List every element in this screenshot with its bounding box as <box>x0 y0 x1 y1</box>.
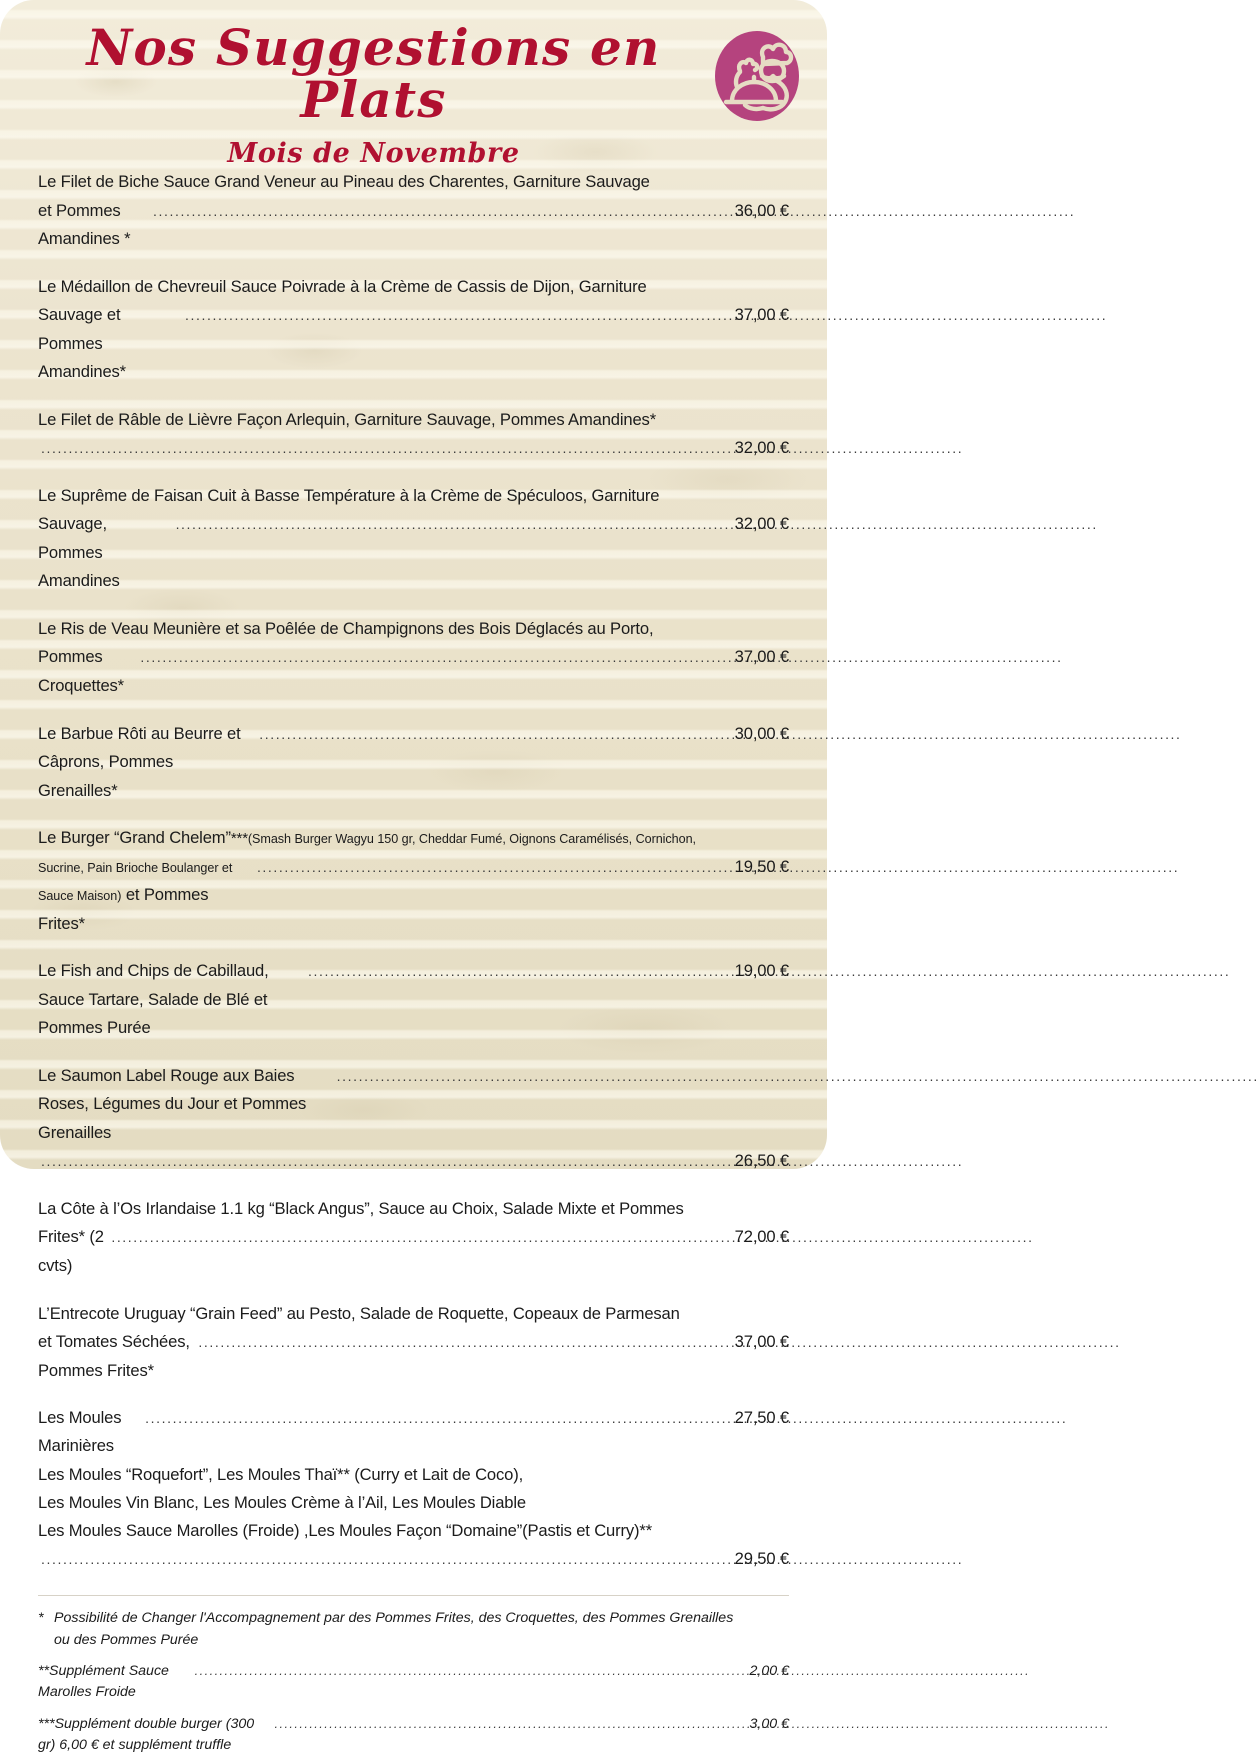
menu-item <box>38 720 789 806</box>
menu-item-line: et Pommes Amandines * <box>38 200 131 249</box>
menu-item <box>38 482 789 596</box>
menu-item-line: Le Filet de Râble de Lièvre Façon Arlequin, Garniture Sauvage, Pommes Amandines* <box>38 409 656 429</box>
menu-item-moules <box>38 1404 789 1573</box>
leader-dots <box>145 1407 732 1431</box>
footnote-price-row <box>38 1661 789 1704</box>
menu-item-price: 37,00 € <box>734 305 789 325</box>
footnote-line: Possibilité de Changer l'Accompagnement par des Pommes Frites, des Croquettes, des Pommes Grenailles <box>54 1610 734 1627</box>
leader-dots <box>259 722 731 746</box>
menu-item <box>38 168 789 254</box>
menu-item-price-row <box>38 1147 789 1176</box>
footnote-text: ***Supplément double burger (300 gr) 6,00 € et supplément truffle <box>38 1715 259 1753</box>
menu-item-line: L’Entrecote Uruguay “Grain Feed” au Pesto, Salade de Roquette, Copeaux de Parmesan <box>38 1303 680 1323</box>
leader-dots <box>257 855 732 879</box>
menu-item-line: Sauvage, Pommes Amandines <box>38 514 120 591</box>
menu-item-line <box>38 853 254 939</box>
menu-item-price: 30,00 € <box>734 723 789 743</box>
footnote-double-star <box>38 1661 789 1704</box>
page-title: Nos Suggestions en Plats <box>86 18 661 129</box>
leader-dots <box>140 645 731 669</box>
menu-item-price: 26,50 € <box>734 1151 789 1171</box>
menu-item-price: 27,50 € <box>734 1408 789 1428</box>
burger-name: Le Burger “Grand Chelem” <box>38 828 231 848</box>
menu-item-line <box>38 824 789 853</box>
leader-dots <box>337 1064 786 1088</box>
leader-dots <box>176 512 732 536</box>
chef-cloche-roundel-logo <box>711 26 803 126</box>
footnote-price-row <box>38 1714 789 1756</box>
menu-item-line: et Tomates Séchées, Pommes Frites* <box>38 1332 195 1380</box>
menu-item <box>38 1062 789 1176</box>
leader-dots <box>153 199 732 223</box>
burger-name-tail: et Pommes Frites* <box>38 885 213 933</box>
menu-item-line: Les Moules Sauce Marolles (Froide) ,Les Moules Façon “Domaine”(Pastis et Curry)** <box>38 1520 653 1540</box>
page-subtitle: Mois de Novembre <box>227 138 520 169</box>
menu-items-list <box>0 168 827 1573</box>
burger-detail: (Smash Burger Wagyu 150 gr, Cheddar Fumé, Oignons Caramélisés, Cornichon, <box>247 832 696 847</box>
menu-item-price: 29,50 € <box>734 1549 789 1569</box>
menu-item-line: Les Moules Marinières <box>38 1408 126 1456</box>
menu-item-price-row <box>38 1404 789 1460</box>
menu-item-line: Le Ris de Veau Meunière et sa Poêlée de Champignons des Bois Déglacés au Porto, <box>38 618 654 638</box>
menu-item-line: Le Médaillon de Chevreuil Sauce Poivrade à la Crème de Cassis de Dijon, Garniture <box>38 276 647 296</box>
menu-item-line: Pommes Croquettes* <box>38 647 124 695</box>
leader-dots <box>198 1330 731 1354</box>
menu-item-price-row <box>38 1545 789 1573</box>
footnote-text: **Supplément Sauce Marolles Froide <box>38 1662 173 1701</box>
menu-item <box>38 1300 789 1386</box>
leader-dots <box>308 959 732 983</box>
leader-dots <box>41 1149 732 1173</box>
leader-dots <box>185 303 732 327</box>
menu-item-line: La Côte à l’Os Irlandaise 1.1 kg “Black Angus”, Sauce au Choix, Salade Mixte et Pommes <box>38 1198 684 1218</box>
menu-item-price: 37,00 € <box>734 647 789 667</box>
footnote-price: 3,00 € <box>749 1715 789 1732</box>
menu-item-price: 19,50 € <box>734 856 789 876</box>
menu-item-line: Le Fish and Chips de Cabillaud, Sauce Tartare, Salade de Blé et Pommes Purée <box>38 961 274 1038</box>
leader-dots <box>41 1548 732 1572</box>
menu-header <box>0 0 827 168</box>
menu-item <box>38 615 789 701</box>
footnote-star-marker: * <box>38 1610 44 1627</box>
footnote-text <box>54 1608 787 1651</box>
menu-item-name-row <box>38 1062 789 1148</box>
menu-item-price: 19,00 € <box>734 961 789 981</box>
menu-item <box>38 1195 789 1281</box>
menu-item-price-row <box>38 853 789 939</box>
menu-item-line: Les Moules Vin Blanc, Les Moules Crème à l’Ail, Les Moules Diable <box>38 1492 526 1512</box>
menu-item-price: 32,00 € <box>734 438 789 458</box>
menu-item-price: 72,00 € <box>734 1227 789 1247</box>
footnote-single-star <box>38 1608 789 1651</box>
menu-item-price-row <box>38 434 789 463</box>
menu-item-price-row <box>38 301 789 387</box>
footnotes-section <box>38 1595 789 1756</box>
menu-item-price-row <box>38 1223 789 1280</box>
menu-item-price-row <box>38 1328 789 1385</box>
footnote-line: ou des Pommes Purée <box>54 1631 199 1648</box>
footnote-triple-star <box>38 1714 789 1756</box>
menu-item-line: Sauvage et Pommes Amandines* <box>38 305 126 382</box>
leader-dots <box>275 1715 747 1734</box>
menu-item-price-row <box>38 720 789 806</box>
menu-item-price-row <box>38 957 789 1043</box>
menu-item-price: 36,00 € <box>734 200 789 220</box>
burger-marker: *** <box>230 830 248 848</box>
menu-item <box>38 273 789 387</box>
menu-item-price: 32,00 € <box>734 514 789 534</box>
menu-item-price: 37,00 € <box>734 1332 789 1352</box>
menu-item <box>38 406 789 463</box>
menu-item-line: Le Saumon Label Rouge aux Baies Roses, Légumes du Jour et Pommes Grenailles <box>38 1065 311 1142</box>
menu-item-line: Le Suprême de Faisan Cuit à Basse Température à la Crème de Spéculoos, Garniture <box>38 485 660 505</box>
menu-item-price-row <box>38 643 789 700</box>
menu-item-price-row <box>38 510 789 596</box>
menu-item-line: Les Moules “Roquefort”, Les Moules Thaï** (Curry et Lait de Coco), <box>38 1464 524 1484</box>
leader-dots <box>41 436 732 460</box>
menu-item <box>38 957 789 1043</box>
menu-item-burger <box>38 824 789 938</box>
menu-item-line: Le Barbue Rôti au Beurre et Câprons, Pommes Grenailles* <box>38 723 246 800</box>
footnote-price: 2,00 € <box>749 1662 789 1679</box>
leader-dots <box>195 1662 747 1681</box>
burger-detail-cont: Sucrine, Pain Brioche Boulanger et Sauce Maison) <box>38 860 236 904</box>
leader-dots <box>111 1225 731 1249</box>
menu-item-price-row <box>38 197 789 254</box>
menu-item-line: Frites* (2 cvts) <box>38 1227 109 1275</box>
menu-item-line: Le Filet de Biche Sauce Grand Veneur au Pineau des Charentes, Garniture Sauvage <box>38 172 650 191</box>
